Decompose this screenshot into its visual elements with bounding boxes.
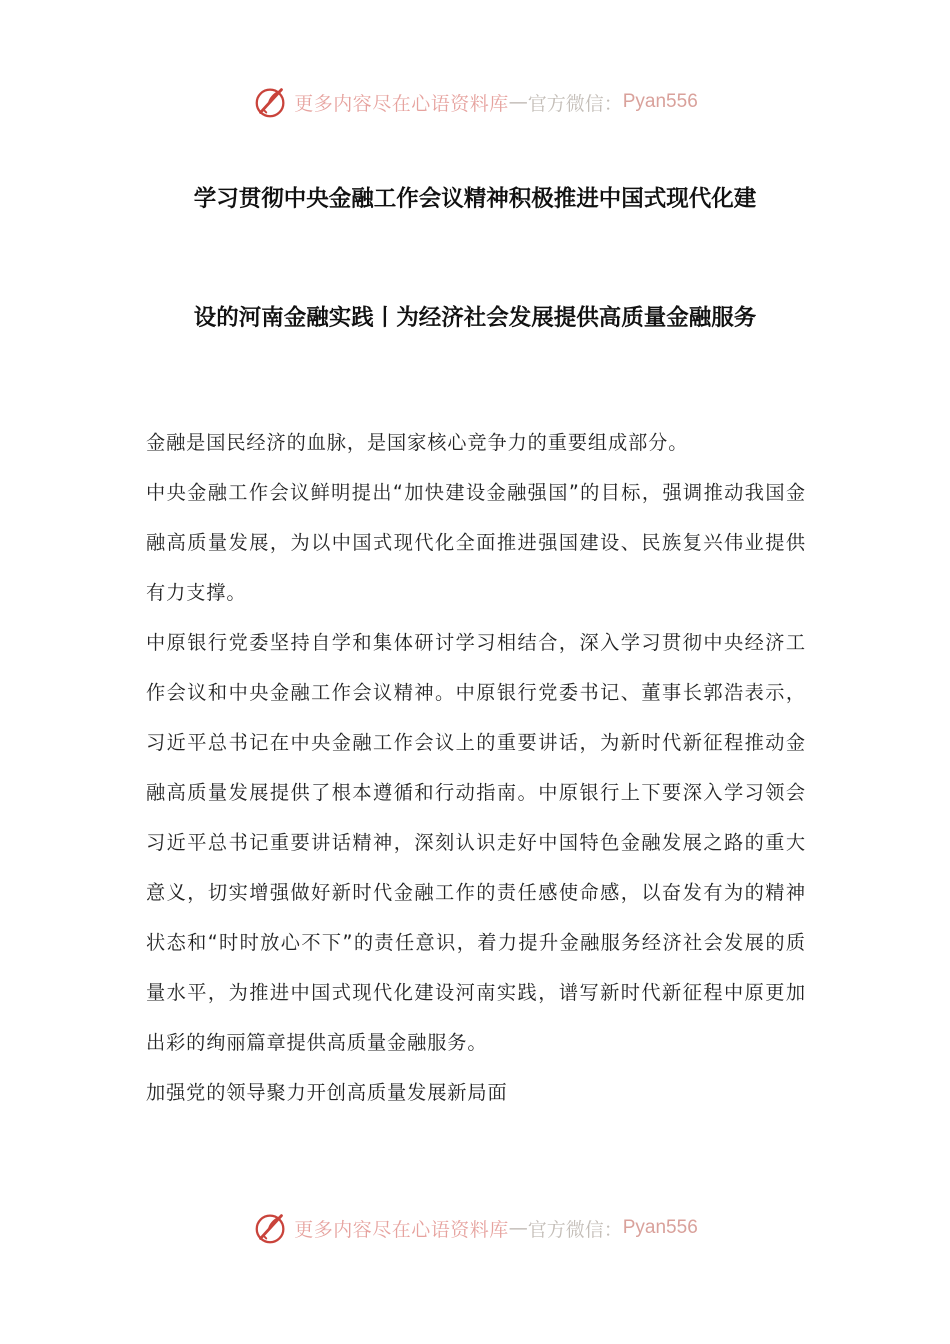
document-body	[146, 418, 806, 1118]
quill-logo-icon	[252, 83, 290, 121]
document-title-line-1: 学习贯彻中央金融工作会议精神积极推进中国式现代化建	[193, 186, 757, 212]
watermark-account: Pyan556	[622, 1217, 698, 1238]
header-watermark	[0, 82, 950, 122]
watermark-official: 官方微信：	[527, 1218, 623, 1241]
watermark-dash: —	[508, 91, 528, 113]
quill-logo-icon	[252, 1209, 290, 1247]
body-paragraph: 中原银行党委坚持自学和集体研讨学习相结合，深入学习贯彻中央经济工作会议和中央金融工作会议精神。中原银行党委书记、董事长郭浩表示，习近平总书记在中央金融工作会议上的重要讲话，为新时代新征程推动金融高质量发展提供了根本遵循和行动指南。中原银行上下要深入学习领会习近平总书记重要讲话精神，深刻认识走好中国特色金融发展之路的重大意义，切实增强做好新时代金融工作的责任感使命感，以奋发有为的精神状态和“时时放心不下”的责任意识，着力提升金融服务经济社会发展的质量水平，为推进中国式现代化建设河南实践，谱写新时代新征程中原更加出彩的绚丽篇章提供高质量金融服务。	[146, 631, 806, 1054]
footer-watermark	[0, 1208, 950, 1248]
watermark-dash: —	[508, 1217, 528, 1239]
watermark-account: Pyan556	[622, 91, 698, 112]
document-title-line-2: 设的河南金融实践丨为经济社会发展提供高质量金融服务	[193, 305, 757, 331]
body-paragraph: 中央金融工作会议鲜明提出“加快建设金融强国”的目标，强调推动我国金融高质量发展，为以中国式现代化全面推进强国建设、民族复兴伟业提供有力支撑。	[146, 481, 806, 604]
body-paragraph: 金融是国民经济的血脉，是国家核心竞争力的重要组成部分。	[146, 431, 689, 454]
watermark-text: 更多内容尽在心语资料库	[294, 1218, 509, 1241]
watermark-official: 官方微信：	[527, 92, 623, 115]
body-paragraph: 加强党的领导聚力开创高质量发展新局面	[146, 1081, 508, 1104]
watermark-text: 更多内容尽在心语资料库	[294, 92, 509, 115]
